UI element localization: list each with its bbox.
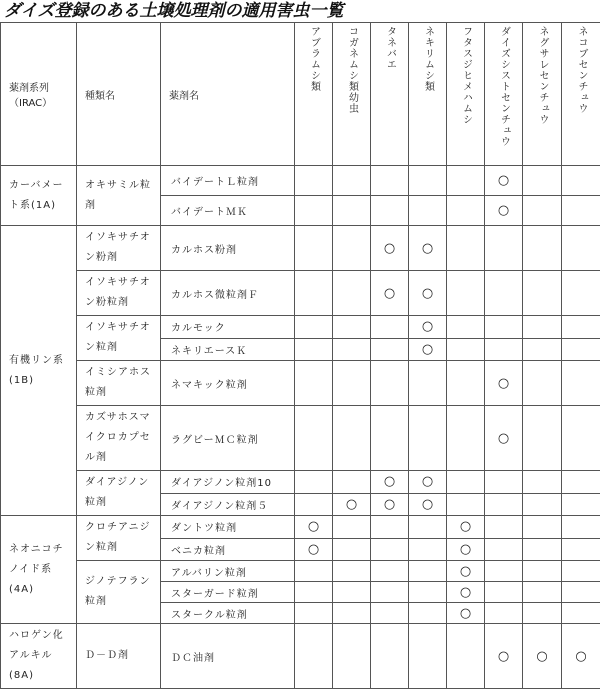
- circle-mark: ○: [460, 564, 471, 579]
- product-cell: カルホス微粒剤Ｆ: [161, 271, 295, 316]
- mark-cell: [523, 226, 562, 271]
- mark-cell: [523, 538, 562, 561]
- mark-cell: [485, 226, 523, 271]
- mark-cell: [409, 603, 447, 624]
- mark-cell: [523, 582, 562, 603]
- circle-mark: ○: [346, 497, 357, 512]
- type-cell: イミシアホス粒剤: [77, 361, 161, 406]
- mark-cell: [562, 316, 600, 339]
- mark-cell: [562, 361, 600, 406]
- header-series: [1, 23, 77, 166]
- circle-mark: ○: [498, 173, 509, 188]
- mark-cell: [523, 361, 562, 406]
- mark-cell: [485, 538, 523, 561]
- mark-cell: [371, 361, 409, 406]
- mark-cell: [371, 582, 409, 603]
- product-cell: ＤＣ油剤: [161, 624, 295, 689]
- mark-cell: [485, 471, 523, 494]
- header-pest: [371, 23, 409, 166]
- mark-cell: [295, 271, 333, 316]
- header-pest: [333, 23, 371, 166]
- table-row: [1, 166, 600, 196]
- mark-cell: [333, 624, 371, 689]
- mark-cell: [371, 316, 409, 339]
- mark-cell: [523, 471, 562, 494]
- mark-cell: [523, 516, 562, 539]
- product-cell: ラグビーＭＣ粒剤: [161, 406, 295, 471]
- mark-cell: [485, 316, 523, 339]
- mark-cell: [562, 624, 600, 689]
- mark-cell: [523, 561, 562, 582]
- table-row: [1, 406, 600, 471]
- circle-mark: ○: [308, 542, 319, 557]
- circle-mark: ○: [498, 431, 509, 446]
- circle-mark: ○: [422, 241, 433, 256]
- mark-cell: [523, 338, 562, 361]
- mark-cell: [333, 603, 371, 624]
- header-product: 薬剤名: [161, 23, 295, 166]
- mark-cell: [447, 166, 485, 196]
- header-pest-label: ネキリムシ類: [422, 26, 434, 92]
- mark-cell: [295, 516, 333, 539]
- mark-cell: [409, 624, 447, 689]
- header-pest: [562, 23, 600, 166]
- mark-cell: [371, 271, 409, 316]
- mark-cell: [409, 538, 447, 561]
- table-row: [1, 226, 600, 271]
- product-cell: ネマキック粒剤: [161, 361, 295, 406]
- mark-cell: [562, 226, 600, 271]
- type-cell: イソキサチオン粉粒剤: [77, 271, 161, 316]
- circle-mark: ○: [498, 203, 509, 218]
- product-cell: ネキリエースＫ: [161, 338, 295, 361]
- mark-cell: [295, 471, 333, 494]
- type-cell: イソキサチオン粉剤: [77, 226, 161, 271]
- mark-cell: [485, 493, 523, 516]
- circle-mark: ○: [460, 542, 471, 557]
- mark-cell: [523, 406, 562, 471]
- mark-cell: [485, 406, 523, 471]
- circle-mark: ○: [422, 342, 433, 357]
- mark-cell: [295, 196, 333, 226]
- series-cell: 有機リン系(1B): [1, 226, 77, 516]
- product-cell: スタークル粒剤: [161, 603, 295, 624]
- mark-cell: [371, 406, 409, 471]
- mark-cell: [562, 538, 600, 561]
- product-cell: バイデートＬ粒剤: [161, 166, 295, 196]
- mark-cell: [409, 561, 447, 582]
- mark-cell: [485, 361, 523, 406]
- mark-cell: [409, 516, 447, 539]
- mark-cell: [371, 338, 409, 361]
- header-pest-label: アブラムシ類: [308, 26, 320, 92]
- circle-mark: ○: [384, 241, 395, 256]
- mark-cell: [333, 538, 371, 561]
- mark-cell: [447, 624, 485, 689]
- product-cell: カルホス粉剤: [161, 226, 295, 271]
- mark-cell: [562, 406, 600, 471]
- header-pest-label: コガネムシ類幼虫: [346, 26, 358, 114]
- mark-cell: [371, 538, 409, 561]
- mark-cell: [409, 406, 447, 471]
- header-pest-label: ダイズシストセンチュウ: [498, 26, 510, 147]
- mark-cell: [485, 624, 523, 689]
- type-cell: ジノテフラン粒剤: [77, 561, 161, 624]
- mark-cell: [562, 338, 600, 361]
- circle-mark: ○: [460, 606, 471, 621]
- type-cell: カズサホスマイクロカプセル剤: [77, 406, 161, 471]
- mark-cell: [409, 166, 447, 196]
- mark-cell: [333, 471, 371, 494]
- mark-cell: [447, 493, 485, 516]
- table-row: [1, 316, 600, 339]
- mark-cell: [447, 338, 485, 361]
- type-cell: クロチアニジン粒剤: [77, 516, 161, 561]
- product-cell: カルモック: [161, 316, 295, 339]
- mark-cell: [447, 538, 485, 561]
- mark-cell: [295, 538, 333, 561]
- product-cell: バイデートＭＫ: [161, 196, 295, 226]
- table-body: [1, 166, 600, 689]
- mark-cell: [562, 516, 600, 539]
- page-title: ダイズ登録のある土壌処理剤の適用害虫一覧: [4, 0, 344, 22]
- mark-cell: [485, 196, 523, 226]
- mark-cell: [485, 561, 523, 582]
- table-row: [1, 624, 600, 689]
- mark-cell: [523, 166, 562, 196]
- mark-cell: [333, 316, 371, 339]
- mark-cell: [295, 624, 333, 689]
- mark-cell: [333, 271, 371, 316]
- mark-cell: [333, 196, 371, 226]
- mark-cell: [485, 603, 523, 624]
- mark-cell: [409, 493, 447, 516]
- mark-cell: [409, 361, 447, 406]
- mark-cell: [447, 361, 485, 406]
- mark-cell: [447, 603, 485, 624]
- type-cell: ダイアジノン粒剤: [77, 471, 161, 516]
- mark-cell: [333, 516, 371, 539]
- mark-cell: [371, 471, 409, 494]
- mark-cell: [447, 582, 485, 603]
- mark-cell: [371, 493, 409, 516]
- table-row: [1, 471, 600, 494]
- mark-cell: [295, 338, 333, 361]
- type-cell: オキサミル粒剤: [77, 166, 161, 226]
- mark-cell: [409, 471, 447, 494]
- mark-cell: [562, 582, 600, 603]
- header-pest-label: フタスジヒメハムシ: [460, 26, 472, 125]
- mark-cell: [523, 316, 562, 339]
- mark-cell: [447, 226, 485, 271]
- header-pest: [295, 23, 333, 166]
- product-cell: ダイアジノン粒剤５: [161, 493, 295, 516]
- mark-cell: [523, 624, 562, 689]
- mark-cell: [562, 271, 600, 316]
- mark-cell: [485, 271, 523, 316]
- mark-cell: [485, 516, 523, 539]
- mark-cell: [333, 361, 371, 406]
- header-pest: [485, 23, 523, 166]
- mark-cell: [523, 271, 562, 316]
- mark-cell: [562, 471, 600, 494]
- product-cell: ダントツ粒剤: [161, 516, 295, 539]
- mark-cell: [447, 196, 485, 226]
- product-cell: スターガード粒剤: [161, 582, 295, 603]
- mark-cell: [295, 361, 333, 406]
- mark-cell: [371, 166, 409, 196]
- mark-cell: [295, 561, 333, 582]
- circle-mark: ○: [575, 649, 586, 664]
- mark-cell: [447, 471, 485, 494]
- mark-cell: [447, 316, 485, 339]
- circle-mark: ○: [536, 649, 547, 664]
- header-pest: [409, 23, 447, 166]
- circle-mark: ○: [460, 519, 471, 534]
- series-cell: カーバメート系(1A): [1, 166, 77, 226]
- table-row: [1, 271, 600, 316]
- mark-cell: [371, 561, 409, 582]
- mark-cell: [523, 196, 562, 226]
- mark-cell: [409, 582, 447, 603]
- mark-cell: [562, 166, 600, 196]
- mark-cell: [447, 516, 485, 539]
- mark-cell: [333, 226, 371, 271]
- type-cell: イソキサチオン粒剤: [77, 316, 161, 361]
- mark-cell: [333, 166, 371, 196]
- mark-cell: [295, 493, 333, 516]
- circle-mark: ○: [384, 497, 395, 512]
- header-series-irac: （IRAC）: [9, 94, 76, 109]
- pest-table: [0, 22, 600, 689]
- circle-mark: ○: [384, 286, 395, 301]
- header-pest: [447, 23, 485, 166]
- mark-cell: [295, 406, 333, 471]
- mark-cell: [409, 226, 447, 271]
- header-type: 種類名: [77, 23, 161, 166]
- circle-mark: ○: [422, 474, 433, 489]
- mark-cell: [447, 561, 485, 582]
- mark-cell: [333, 338, 371, 361]
- circle-mark: ○: [422, 286, 433, 301]
- mark-cell: [409, 271, 447, 316]
- mark-cell: [523, 603, 562, 624]
- mark-cell: [485, 166, 523, 196]
- mark-cell: [409, 338, 447, 361]
- series-cell: ネオニコチノイド系(4A): [1, 516, 77, 624]
- table-row: [1, 361, 600, 406]
- circle-mark: ○: [308, 519, 319, 534]
- mark-cell: [409, 196, 447, 226]
- circle-mark: ○: [384, 474, 395, 489]
- mark-cell: [562, 493, 600, 516]
- mark-cell: [485, 338, 523, 361]
- header-pest-label: タネバエ: [384, 26, 396, 70]
- header-pest-label: ネコブセンチュウ: [575, 26, 587, 114]
- mark-cell: [485, 582, 523, 603]
- mark-cell: [562, 561, 600, 582]
- table-row: [1, 516, 600, 539]
- circle-mark: ○: [460, 585, 471, 600]
- mark-cell: [333, 561, 371, 582]
- mark-cell: [371, 516, 409, 539]
- circle-mark: ○: [422, 497, 433, 512]
- mark-cell: [333, 493, 371, 516]
- mark-cell: [295, 226, 333, 271]
- mark-cell: [371, 603, 409, 624]
- series-cell: ハロゲン化アルキル(8A): [1, 624, 77, 689]
- mark-cell: [295, 582, 333, 603]
- mark-cell: [371, 226, 409, 271]
- type-cell: Ｄ－Ｄ剤: [77, 624, 161, 689]
- circle-mark: ○: [422, 319, 433, 334]
- table-row: [1, 561, 600, 582]
- product-cell: ダイアジノン粒剤10: [161, 471, 295, 494]
- mark-cell: [562, 603, 600, 624]
- header-pest-label: ネグサレセンチュウ: [536, 26, 548, 125]
- mark-cell: [295, 603, 333, 624]
- mark-cell: [447, 271, 485, 316]
- product-cell: ベニカ粒剤: [161, 538, 295, 561]
- header-pest: [523, 23, 562, 166]
- circle-mark: ○: [498, 376, 509, 391]
- header-series-label: 薬剤系列: [9, 79, 76, 94]
- mark-cell: [295, 316, 333, 339]
- mark-cell: [371, 196, 409, 226]
- mark-cell: [409, 316, 447, 339]
- header-row: [1, 23, 600, 166]
- mark-cell: [523, 493, 562, 516]
- mark-cell: [295, 166, 333, 196]
- product-cell: アルバリン粒剤: [161, 561, 295, 582]
- circle-mark: ○: [498, 649, 509, 664]
- mark-cell: [562, 196, 600, 226]
- mark-cell: [447, 406, 485, 471]
- mark-cell: [371, 624, 409, 689]
- mark-cell: [333, 406, 371, 471]
- mark-cell: [333, 582, 371, 603]
